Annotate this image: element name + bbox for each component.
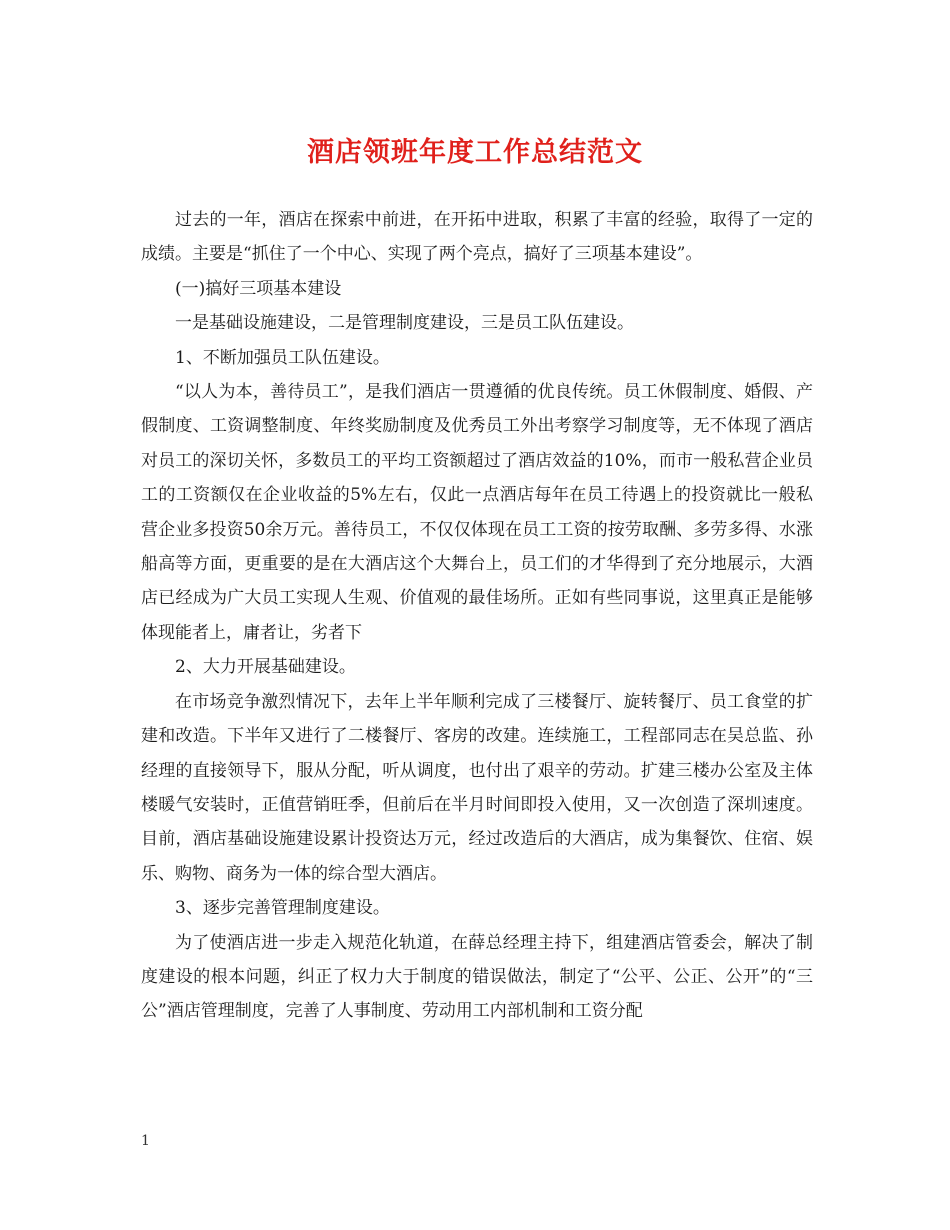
section-heading: (一)搞好三项基本建设 <box>175 278 342 299</box>
paragraph-staff: “以人为本，善待员工”，是我们酒店一贯遵循的优良传统。员工休假制度、婚假、产假制度、工资调整制度、年终奖励制度及优秀员工外出考察学习制度等，无不体现了酒店对员工的深切关怀，多数员工的平均工资额超过了酒店效益的10%，而市一般私营企业员工的工资额仅在企业收益的5%左右，仅此一点酒店每年在员工待遇上的投资就比一般私营企业多投资50余万元。善待员工，不仅仅体现在员工工资的按劳取酬、多劳多得、水涨船高等方面，更重要的是在大酒店这个大舞台上，员工们的才华得到了充分地展示，大酒店已经成为广大员工实现人生观、价值观的最佳场所。正如有些同事说，这里真正是能够体现能者上，庸者让，劣者下 <box>141 382 813 643</box>
paragraph-management: 为了使酒店进一步走入规范化轨道，在薛总经理主持下，组建酒店管委会，解决了制度建设的根本问题，纠正了权力大于制度的错误做法，制定了“公平、公正、公开”的“三公”酒店管理制度，完善了人事制度、劳动用工内部机制和工资分配 <box>141 932 813 1022</box>
paragraph-intro: 过去的一年，酒店在探索中前进，在开拓中进取，积累了丰富的经验，取得了一定的成绩。主要是“抓住了一个中心、实现了两个亮点，搞好了三项基本建设”。 <box>141 210 813 265</box>
paragraph-overview: 一是基础设施建设，二是管理制度建设，三是员工队伍建设。 <box>175 313 634 334</box>
page-number: 1 <box>141 1133 150 1149</box>
subheading-infrastructure: 2、大力开展基础建设。 <box>175 657 356 678</box>
document-title: 酒店领班年度工作总结范文 <box>307 137 643 168</box>
paragraph-infrastructure: 在市场竞争激烈情况下，去年上半年顺利完成了三楼餐厅、旋转餐厅、员工食堂的扩建和改造。下半年又进行了二楼餐厅、客房的改建。连续施工，工程部同志在吴总监、孙经理的直接领导下，服从分配，听从调度，也付出了艰辛的劳动。扩建三楼办公室及主体楼暖气安装时，正值营销旺季，但前后在半月时间即投入使用，又一次创造了深圳速度。目前，酒店基础设施建设累计投资达万元，经过改造后的大酒店，成为集餐饮、住宿、娱乐、购物、商务为一体的综合型大酒店。 <box>141 691 813 884</box>
document-body <box>141 203 813 1029</box>
subheading-staff: 1、不断加强员工队伍建设。 <box>175 347 390 368</box>
subheading-management: 3、逐步完善管理制度建设。 <box>175 898 390 919</box>
